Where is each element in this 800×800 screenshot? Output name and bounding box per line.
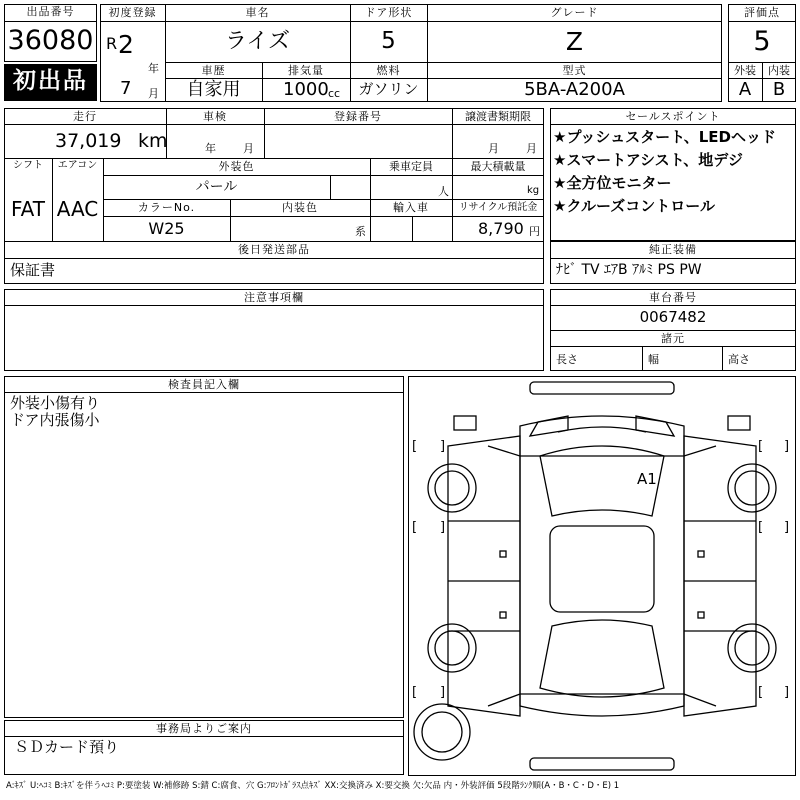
inspector-note-2: ドア内張傷小: [10, 411, 100, 429]
door-count: 5: [381, 28, 396, 54]
cc-unit: cc: [328, 87, 341, 100]
height-label: 高さ: [728, 353, 750, 366]
inspection-month-unit: 月: [243, 142, 254, 155]
interior-grade-label: 内装: [768, 64, 790, 77]
displacement: 1000: [283, 79, 329, 100]
width-label: 幅: [648, 353, 659, 366]
bracket-left-2: ]: [440, 439, 446, 454]
ac: AAC: [56, 197, 99, 221]
lot-number: 36080: [7, 25, 94, 56]
transfer-day-unit: 月: [526, 142, 537, 155]
recycle-fee: 8,790: [478, 219, 524, 238]
history: 自家用: [186, 79, 241, 100]
later-parts-label: 後日発送部品: [238, 243, 310, 256]
legend: A:ｷｽﾞ U:ﾍｺﾐ B:ｷｽﾞを伴うﾍｺﾐ P:要塗装 W:補修跡 S:錆 C:腐食、穴 G:ﾌﾛﾝﾄｶﾞﾗｽ点ｷｽﾞ XX:交換済み X:要交換 欠:欠品 内・外装評価 5段階ﾗﾝｸ順(A・B・C・D・E) 1: [6, 781, 620, 791]
car-name-label: 車名: [245, 6, 270, 19]
sales-points-label: セールスポイント: [625, 110, 721, 123]
transfer-deadline-label: 譲渡書類期限: [465, 110, 531, 123]
interior-color-unit: 系: [355, 225, 366, 238]
color-number-label: カラーNo.: [137, 201, 196, 214]
capacity-label: 乗車定員: [389, 160, 433, 173]
bracket-left-5: [: [412, 520, 418, 535]
damage-marker-a1: A1: [637, 470, 657, 488]
model: 5BA-A200A: [524, 79, 625, 100]
exterior-color-label: 外装色: [218, 160, 255, 173]
exterior-color: パール: [195, 179, 238, 195]
score: 5: [753, 26, 771, 57]
era-letter: R: [106, 34, 118, 53]
bracket-right-1: [: [758, 439, 764, 454]
max-load-unit: kg: [527, 185, 540, 196]
later-parts: 保証書: [10, 261, 56, 279]
km-unit: km: [138, 130, 168, 152]
dimensions-label: 諸元: [661, 332, 685, 345]
mileage: 37,019: [55, 130, 122, 152]
recycle-label: リサイクル預託金: [458, 202, 538, 213]
chassis-number: 0067482: [639, 308, 707, 326]
shift: FAT: [10, 197, 45, 221]
car-name: ライズ: [224, 29, 291, 54]
year-unit: 年: [148, 62, 159, 75]
first-listing-text: 初出品: [13, 68, 88, 94]
notes-label: 注意事項欄: [244, 291, 304, 304]
bracket-right-6: ]: [784, 520, 790, 535]
registration-number-label: 登録番号: [334, 110, 382, 123]
inspector-label: 検査員記入欄: [168, 378, 240, 391]
exterior-grade-label: 外装: [734, 64, 756, 77]
exterior-grade: A: [738, 79, 752, 100]
registration-month: 7: [120, 78, 132, 99]
bracket-left-3: [: [412, 685, 418, 700]
bracket-left-6: ]: [440, 520, 446, 535]
office-note: ＳＤカード預り: [14, 738, 120, 756]
office-label: 事務局よりご案内: [156, 722, 252, 735]
bracket-left-4: ]: [440, 685, 446, 700]
interior-color-label: 内装色: [282, 201, 318, 214]
transfer-month-unit: 月: [488, 142, 499, 155]
color-number: W25: [148, 219, 185, 238]
grade: Z: [565, 27, 584, 56]
interior-grade: B: [772, 79, 786, 100]
car-diagram: [408, 376, 796, 776]
inspector-note-1: 外装小傷有り: [10, 394, 101, 412]
fuel: ガソリン: [358, 80, 419, 98]
lot-number-label: 出品番号: [26, 5, 75, 18]
history-label: 車歴: [201, 64, 226, 77]
capacity-unit: 人: [438, 185, 449, 198]
sales-point-1: ★プッシュスタート、LEDヘッド: [553, 128, 777, 146]
inspection-label: 車検: [203, 110, 227, 123]
mileage-label: 走行: [73, 110, 97, 123]
month-unit: 月: [148, 87, 159, 100]
grade-label: グレード: [550, 6, 599, 19]
model-label: 型式: [562, 64, 587, 77]
score-label: 評価点: [744, 6, 780, 19]
ac-label: エアコン: [57, 160, 98, 171]
inspection-year-unit: 年: [205, 142, 216, 155]
door-label: ドア形状: [364, 6, 413, 19]
displacement-label: 排気量: [288, 64, 324, 77]
equipment: ﾅﾋﾞ TV ｴｱB ｱﾙﾐ PS PW: [556, 262, 702, 278]
sales-point-4: ★クルーズコントロール: [553, 197, 715, 215]
yen-unit: 円: [529, 225, 540, 238]
bracket-right-4: ]: [784, 685, 790, 700]
max-load-label: 最大積載量: [470, 160, 526, 173]
equipment-label: 純正装備: [649, 243, 697, 256]
bracket-right-5: [: [758, 520, 764, 535]
fuel-label: 燃料: [376, 64, 401, 77]
registration-year: 2: [118, 30, 134, 59]
import-label: 輸入車: [393, 201, 429, 214]
length-label: 長さ: [556, 353, 578, 366]
bracket-left-1: [: [412, 439, 418, 454]
bracket-right-3: [: [758, 685, 764, 700]
sales-point-3: ★全方位モニター: [553, 174, 672, 192]
shift-label: シフト: [13, 160, 43, 171]
chassis-label: 車台番号: [649, 291, 697, 304]
bracket-right-2: ]: [784, 439, 790, 454]
sales-point-2: ★スマートアシスト、地デジ: [553, 151, 743, 169]
first-registration-label: 初度登録: [108, 6, 157, 19]
